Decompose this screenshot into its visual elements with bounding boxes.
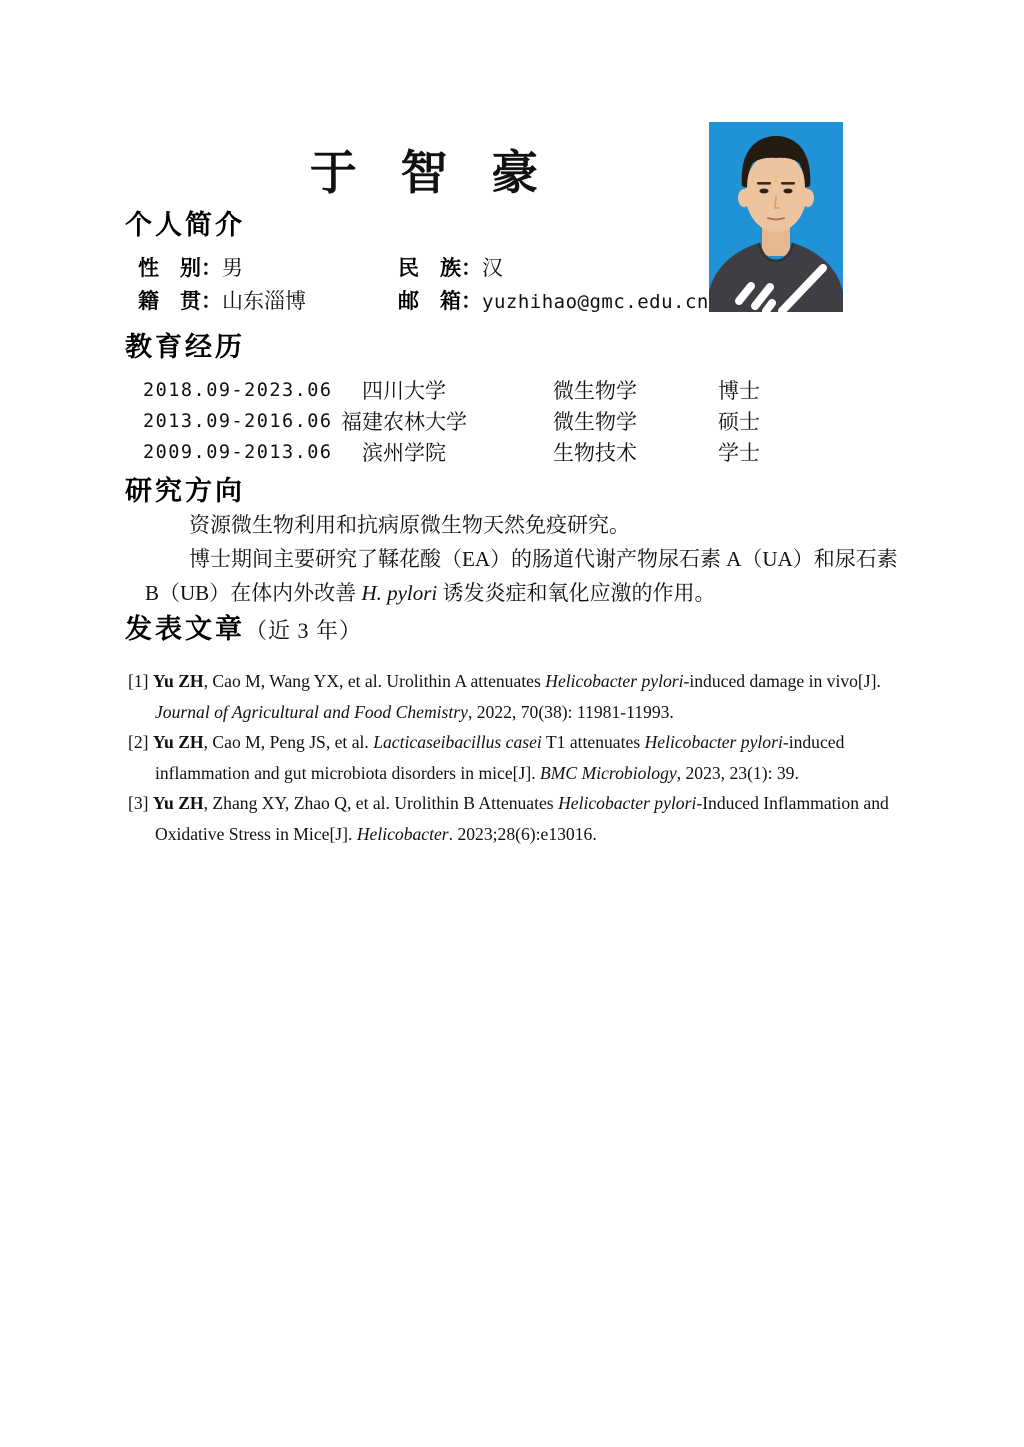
publications-heading-text: 发表文章: [125, 614, 245, 644]
field-email: [398, 288, 709, 316]
page-title: 于 智 豪: [309, 148, 555, 200]
education-row: [0, 408, 1024, 436]
section-heading-profile: 个人简介: [125, 210, 245, 240]
field-gender: [138, 255, 243, 282]
education-degree: 博士: [718, 379, 760, 403]
field-gender-value: 男: [222, 256, 243, 280]
field-hometown-value: 山东淄博: [222, 289, 306, 313]
publication-entry: [2] Yu ZH, Cao M, Peng JS, et al. Lacticaseibacillus casei T1 attenuates Helicobacter pylori-induced inflammation and gut microbiota disorders in mice[J]. BMC Microbiology, 2023, 23(1): 39.: [128, 732, 845, 783]
section-heading-publications: [125, 612, 362, 648]
education-major: 生物技术: [553, 441, 637, 465]
field-ethnicity-value: 汉: [482, 256, 503, 280]
id-photo: [709, 122, 843, 312]
education-degree: 硕士: [718, 410, 760, 434]
education-row: [0, 377, 1024, 405]
section-heading-research: 研究方向: [125, 476, 245, 506]
education-period: 2009.09-2013.06: [143, 442, 333, 463]
research-paragraph: 博士期间主要研究了鞣花酸（EA）的肠道代谢产物尿石素 A（UA）和尿石素 B（UB）在体内外改善 H. pylori 诱发炎症和氧化应激的作用。: [145, 547, 898, 605]
field-email-value: yuzhihao@gmc.edu.cn: [482, 291, 709, 313]
publication-list: [128, 666, 918, 850]
education-period: 2013.09-2016.06: [143, 411, 333, 432]
education-period: 2018.09-2023.06: [143, 380, 333, 401]
field-email-label: 邮 箱：: [398, 289, 482, 313]
field-hometown-label: 籍 贯：: [138, 289, 222, 313]
field-gender-label: 性 别：: [138, 256, 222, 280]
field-hometown: [138, 288, 306, 315]
education-school: 四川大学: [362, 379, 446, 403]
research-body: [145, 508, 913, 610]
education-degree: 学士: [718, 441, 760, 465]
publication-entry: [1] Yu ZH, Cao M, Wang YX, et al. Urolithin A attenuates Helicobacter pylori-induced damage in vivo[J]. Journal of Agricultural and Food Chemistry, 2022, 70(38): 11981-11993.: [128, 671, 881, 722]
education-school: 福建农林大学: [341, 410, 467, 434]
publications-heading-suffix: （近 3 年）: [245, 618, 363, 643]
field-ethnicity: [398, 255, 503, 282]
education-school: 滨州学院: [362, 441, 446, 465]
portrait-illustration: [709, 122, 843, 312]
education-major: 微生物学: [553, 379, 637, 403]
section-heading-education: 教育经历: [125, 332, 245, 362]
education-row: [0, 439, 1024, 467]
field-ethnicity-label: 民 族：: [398, 256, 482, 280]
education-major: 微生物学: [553, 410, 637, 434]
research-paragraph: 资源微生物利用和抗病原微生物天然免疫研究。: [189, 513, 630, 537]
publication-entry: [3] Yu ZH, Zhang XY, Zhao Q, et al. Urolithin B Attenuates Helicobacter pylori-Induced Inflammation and Oxidative Stress in Mice[J]. Helicobacter. 2023;28(6):e13016.: [128, 793, 889, 844]
